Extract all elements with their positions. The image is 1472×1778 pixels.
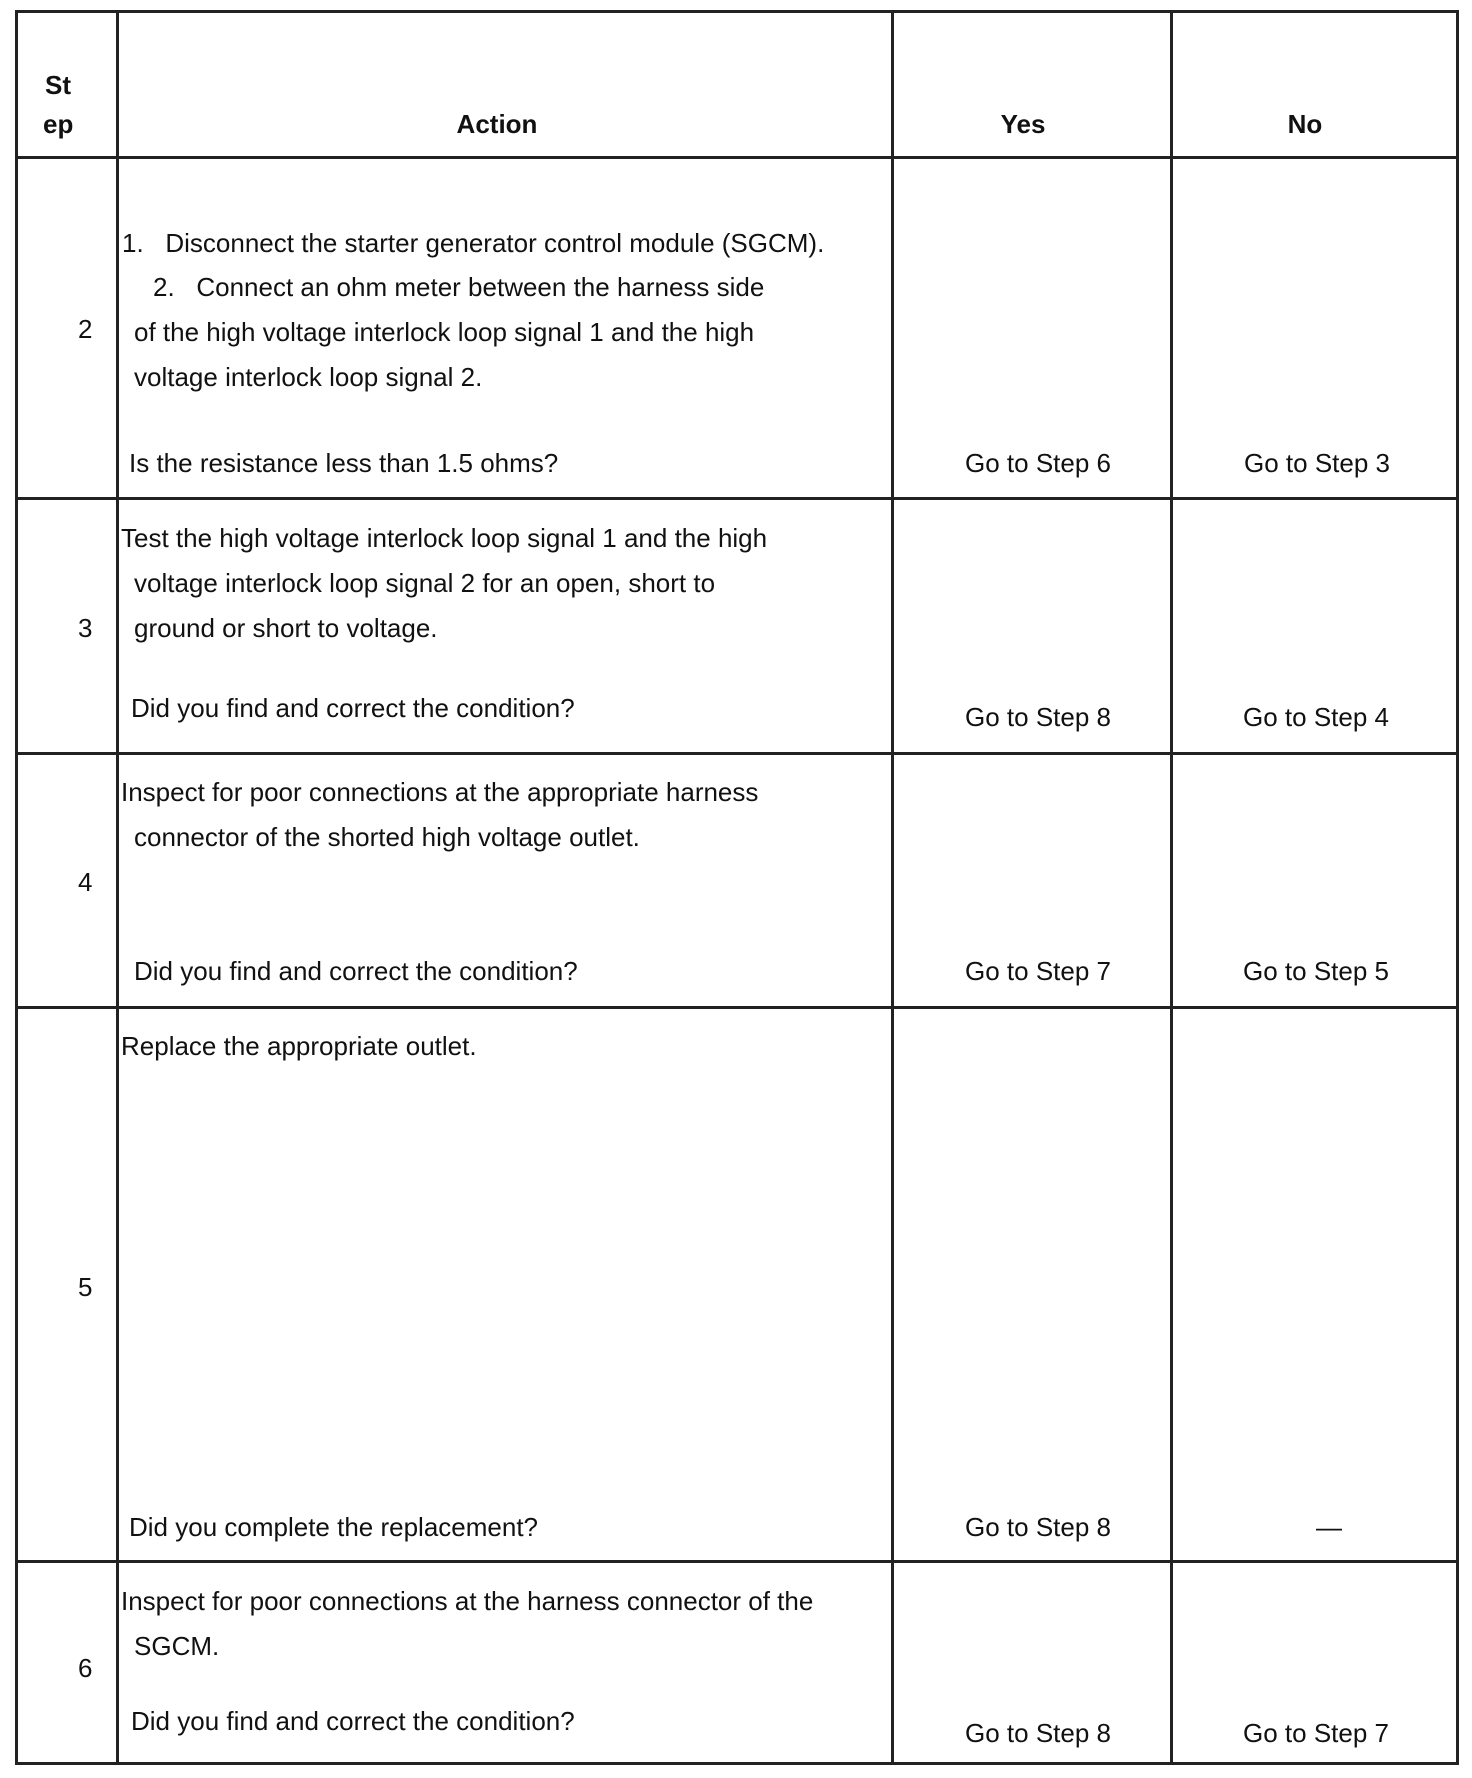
action-line: voltage interlock loop signal 2 for an open, short to: [134, 568, 716, 598]
step-number: 5: [78, 1272, 93, 1302]
yes-result: Go to Step 8: [965, 1512, 1111, 1542]
step-number: 6: [78, 1653, 93, 1683]
header-step-line2: ep: [43, 109, 74, 139]
table-border-right: [1456, 10, 1459, 1765]
table-border-top: [15, 10, 1459, 13]
no-result: —: [1316, 1512, 1342, 1542]
no-result: Go to Step 7: [1243, 1718, 1389, 1748]
action-question: Did you find and correct the condition?: [131, 693, 575, 723]
column-divider: [1170, 10, 1173, 1765]
action-line: voltage interlock loop signal 2.: [134, 362, 483, 392]
step-number: 2: [78, 314, 93, 344]
column-divider: [891, 10, 894, 1765]
action-line: Test the high voltage interlock loop signal 1 and the high: [121, 523, 768, 553]
no-result: Go to Step 4: [1243, 702, 1389, 732]
row-divider: [15, 1560, 1459, 1563]
action-question: Did you find and correct the condition?: [131, 1706, 575, 1736]
step-number: 4: [78, 867, 93, 897]
column-divider: [116, 10, 119, 1765]
row-divider: [15, 752, 1459, 755]
no-result: Go to Step 5: [1243, 956, 1389, 986]
yes-result: Go to Step 7: [965, 956, 1111, 986]
action-line: SGCM.: [134, 1631, 220, 1661]
step-number: 3: [78, 613, 93, 643]
action-line: 1. Disconnect the starter generator control module (SGCM).: [122, 228, 825, 258]
header-divider: [15, 156, 1459, 159]
action-line: Replace the appropriate outlet.: [121, 1031, 477, 1061]
table-border-bottom: [15, 1762, 1459, 1765]
yes-result: Go to Step 6: [965, 448, 1111, 478]
action-line: connector of the shorted high voltage outlet.: [134, 822, 640, 852]
row-divider: [15, 497, 1459, 500]
yes-result: Go to Step 8: [965, 702, 1111, 732]
action-line: ground or short to voltage.: [134, 613, 438, 643]
table-border-left: [15, 10, 18, 1765]
header-action: Action: [456, 109, 538, 139]
action-line: Inspect for poor connections at the harness connector of the: [121, 1586, 814, 1616]
yes-result: Go to Step 8: [965, 1718, 1111, 1748]
row-divider: [15, 1006, 1459, 1009]
header-yes: Yes: [1000, 109, 1046, 139]
header-no: No: [1287, 109, 1323, 139]
action-question: Is the resistance less than 1.5 ohms?: [129, 448, 559, 478]
no-result: Go to Step 3: [1244, 448, 1390, 478]
action-line: of the high voltage interlock loop signal 1 and the high: [134, 317, 755, 347]
action-line: Inspect for poor connections at the appropriate harness: [121, 777, 759, 807]
action-question: Did you complete the replacement?: [129, 1512, 539, 1542]
action-line: 2. Connect an ohm meter between the harness side: [153, 272, 765, 302]
action-question: Did you find and correct the condition?: [134, 956, 578, 986]
header-step-line1: St: [45, 70, 71, 100]
